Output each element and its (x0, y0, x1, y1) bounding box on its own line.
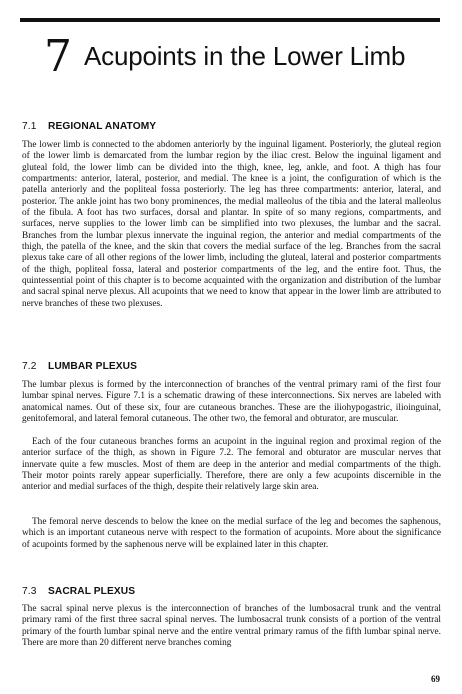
section-heading-sacral-plexus (22, 586, 135, 597)
section-title: SACRAL PLEXUS (48, 586, 136, 597)
paragraph: The lumbar plexus is formed by the interconnection of branches of the ventral primary rami of the first four lumbar spinal nerves. Figure 7.1 is a schematic drawing of these interconnections. Six nerves are labeled with anatomical names. Out of these six, four are cutaneous branches. These are the iliohypogastric, ilioinguinal, genitofemoral, and lateral femoral cutaneous. The other two, the femoral and obturator, are muscular. (22, 380, 441, 425)
section-number: 7.2 (22, 361, 37, 372)
chapter-title: Acupoints in the Lower Limb (84, 41, 406, 71)
section-title: REGIONAL ANATOMY (48, 121, 157, 132)
paragraph: The lower limb is connected to the abdomen anteriorly by the inguinal ligament. Posteriorly, the gluteal region of the lower limb is demarcated from the lumbar region by the iliac crest. Below the inguinal ligament and gluteal fold, the lower limb can be divided into the thigh, knee, leg, ankle, and foot. A thigh has four compartments: anterior, lateral, posterior, and medial. The knee is a joint, the configuration of which is the patella anteriorly and the popliteal fossa posteriorly. The leg has three compartments: anterior, lateral, and posterior. The ankle joint has two bony prominences, the medial malleolus of the tibia and the lateral malleolus of the fibula. A foot has two surfaces, dorsal and plantar. In spite of so many regions, compartments, and surfaces, nerve supplies to the lower limb can be simplified into two plexuses, the lumbar and the sacral. Branches from the lumbar plexus innervate the inguinal region, the anterior and medial compartments of the thigh, the patella of the knee, and the skin that covers the medial surface of the leg. Branches from the sacral plexus take care of all other regions of the lower limb, including the gluteal, lateral and posterior compartments of the thigh, popliteal fossa, lateral and posterior compartments of the leg, and the entire foot. Thus, the quintessential point of this chapter is to become acquainted with the organization and distribution of the lumbar and sacral spinal nerve plexus. All acupoints that we need to know that appear in the lower limb are attributed to nerve branches of these two plexuses. (22, 140, 441, 309)
section-title: LUMBAR PLEXUS (48, 361, 138, 372)
paragraph: Each of the four cutaneous branches forms an acupoint in the inguinal region and proximal region of the anterior surface of the thigh, as shown in Figure 7.2. The femoral and obturator are muscular nerves that innervate quite a few muscles. Most of them are deep in the anterior and medial compartments of the thigh. Their motor points rarely appear superficially. Therefore, there are only a few acupoints discernible in the anterior and medial surfaces of the thigh, despite their relatively large skin area. (22, 437, 441, 493)
paragraph: The femoral nerve descends to below the knee on the medial surface of the leg and becomes the saphenous, which is an important cutaneous nerve with respect to the formation of acupoints. More about the significance of acupoints formed by the saphenous nerve will be explained later in this chapter. (22, 517, 441, 550)
page-number: 69 (431, 674, 440, 684)
chapter-number: 7 (44, 31, 72, 82)
paragraph: The sacral spinal nerve plexus is the interconnection of branches of the lumbosacral trunk and the ventral primary rami of the first three sacral spinal nerves. The lumbosacral trunk consists of a portion of the ventral primary of the fourth lumbar spinal nerve and the entire ventral primary ramus of the fifth lumbar spinal nerve. There are more than 20 different nerve branches coming (22, 604, 441, 649)
section-heading-regional-anatomy (22, 121, 156, 132)
top-rule (20, 18, 440, 22)
section-number: 7.1 (22, 121, 37, 132)
chapter-header (44, 30, 444, 90)
section-heading-lumbar-plexus (22, 361, 137, 372)
section-number: 7.3 (22, 586, 37, 597)
